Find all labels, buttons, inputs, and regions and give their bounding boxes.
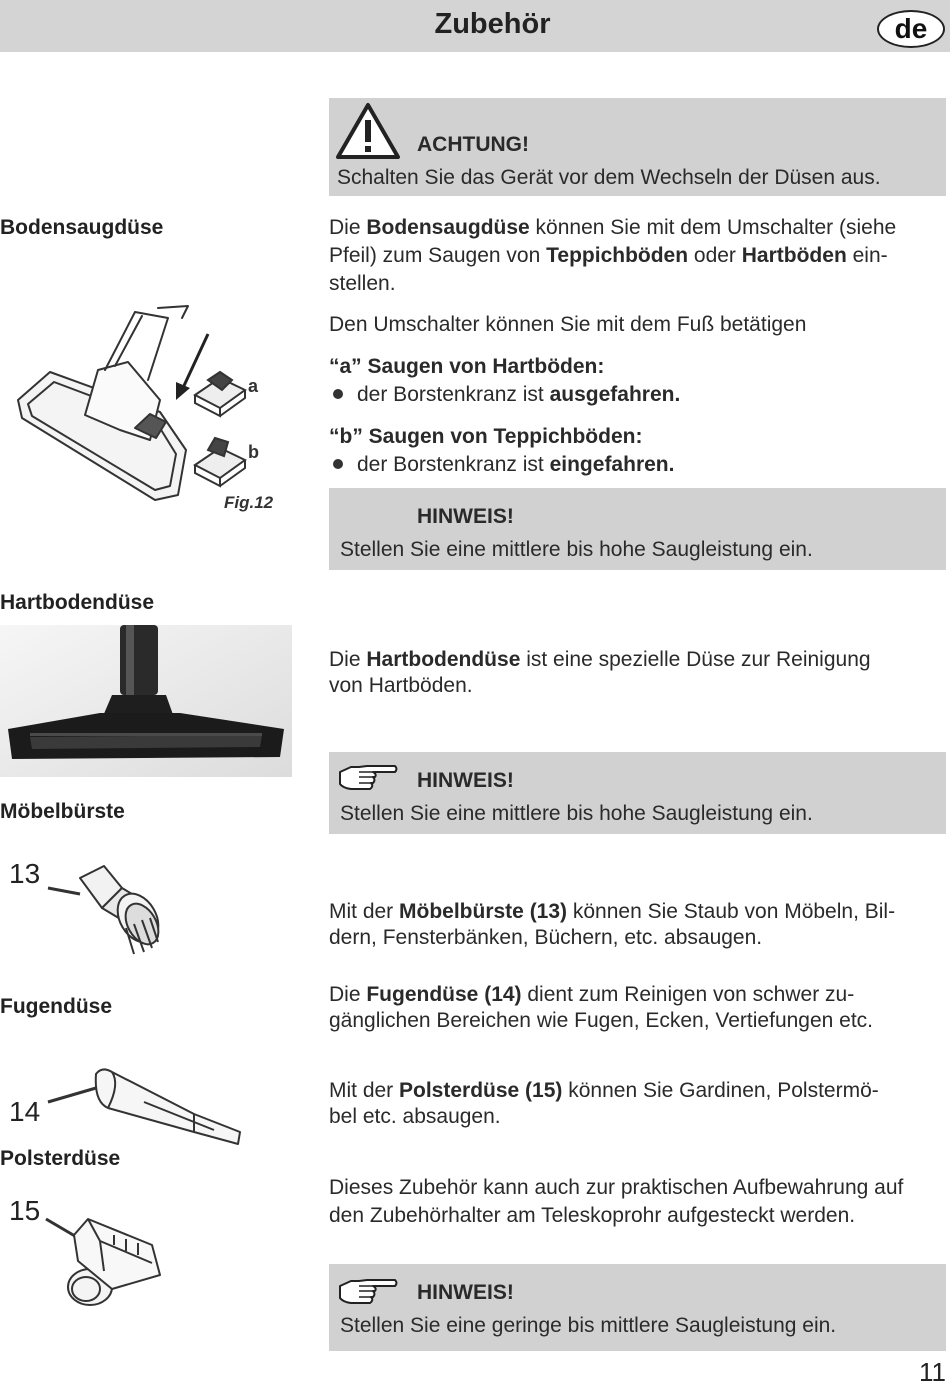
page-title: Zubehör xyxy=(434,8,551,40)
hint-text-1: Stellen Sie eine mittlere bis hohe Saugleistung ein. xyxy=(340,538,813,561)
hint-box-3 xyxy=(329,1264,946,1351)
warning-heading: ACHTUNG! xyxy=(417,133,529,156)
bullet-dot-icon xyxy=(333,459,343,469)
upholstery-brush-illustration xyxy=(44,858,174,968)
warning-text: Schalten Sie das Gerät vor dem Wechseln der Düsen aus. xyxy=(337,166,881,189)
section-label-moebelbuerste: Möbelbürste xyxy=(0,800,125,823)
moebelbuerste-text-line-1: Mit der Möbelbürste (13) können Sie Staub von Möbeln, Bil- xyxy=(329,900,896,923)
section-label-hartbodenduese: Hartbodendüse xyxy=(0,591,155,614)
pointing-hand-icon xyxy=(337,1276,399,1308)
polsterduese-text-line-2: bel etc. absaugen. xyxy=(329,1105,501,1128)
floor-nozzle-illustration xyxy=(10,300,310,520)
part-number-14: 14 xyxy=(9,1096,41,1127)
hint-box-2 xyxy=(329,752,946,834)
bodensaugduese-text-line-3: stellen. xyxy=(329,272,396,295)
hint-box-1 xyxy=(329,488,946,570)
storage-note-line-2: den Zubehörhalter am Teleskoprohr aufgesteckt werden. xyxy=(329,1204,856,1227)
moebelbuerste-text-line-2: dern, Fensterbänken, Büchern, etc. absaugen. xyxy=(329,926,763,949)
language-badge: de xyxy=(877,10,945,48)
upholstery-nozzle-illustration xyxy=(44,1205,174,1315)
pointing-hand-icon xyxy=(337,762,399,794)
figure-label-a: a xyxy=(248,376,259,396)
hartbodenduese-text-line-1: Die Hartbodendüse ist eine spezielle Düse zur Reinigung xyxy=(329,648,871,671)
fugenduese-text-line-1: Die Fugendüse (14) dient zum Reinigen von schwer zu- xyxy=(329,983,855,1006)
hint-text-3: Stellen Sie eine geringe bis mittlere Saugleistung ein. xyxy=(340,1314,837,1337)
section-label-bodensaugduese: Bodensaugdüse xyxy=(0,216,164,239)
hint-heading-3: HINWEIS! xyxy=(417,1281,514,1304)
part-number-15: 15 xyxy=(9,1195,41,1226)
bodensaugduese-foot-switch-text: Den Umschalter können Sie mit dem Fuß betätigen xyxy=(329,313,807,336)
hartbodenduese-text-line-2: von Hartböden. xyxy=(329,674,473,697)
section-label-polsterduese: Polsterdüse xyxy=(0,1147,121,1170)
section-label-fugenduese: Fugendüse xyxy=(0,995,113,1018)
warning-triangle-icon xyxy=(335,102,401,160)
mode-a-bullet: der Borstenkranz ist ausgefahren. xyxy=(329,383,680,407)
mode-a-heading: “a” Saugen von Hartböden: xyxy=(329,355,605,378)
bodensaugduese-text-line-2: Pfeil) zum Saugen von Teppichböden oder Hartböden ein- xyxy=(329,244,888,267)
bullet-dot-icon xyxy=(333,389,343,399)
page-number: 11 xyxy=(919,1357,946,1387)
mode-b-bullet: der Borstenkranz ist eingefahren. xyxy=(329,453,674,477)
page-header xyxy=(0,0,950,52)
figure-caption: Fig.12 xyxy=(224,493,274,512)
bodensaugduese-text-line-1: Die Bodensaugdüse können Sie mit dem Umschalter (siehe xyxy=(329,216,897,239)
hint-heading-2: HINWEIS! xyxy=(417,769,514,792)
fugenduese-text-line-2: gänglichen Bereichen wie Fugen, Ecken, Vertiefungen etc. xyxy=(329,1009,874,1032)
polsterduese-text-line-1: Mit der Polsterdüse (15) können Sie Gardinen, Polstermö- xyxy=(329,1079,879,1102)
figure-label-b: b xyxy=(248,442,259,462)
hint-heading-1: HINWEIS! xyxy=(417,505,514,528)
part-number-13: 13 xyxy=(9,858,41,889)
hint-text-2: Stellen Sie eine mittlere bis hohe Saugleistung ein. xyxy=(340,802,813,825)
warning-box xyxy=(329,98,946,196)
mode-b-heading: “b” Saugen von Teppichböden: xyxy=(329,425,643,448)
hard-floor-nozzle-photo xyxy=(0,625,292,777)
storage-note-line-1: Dieses Zubehör kann auch zur praktischen Aufbewahrung auf xyxy=(329,1176,904,1199)
